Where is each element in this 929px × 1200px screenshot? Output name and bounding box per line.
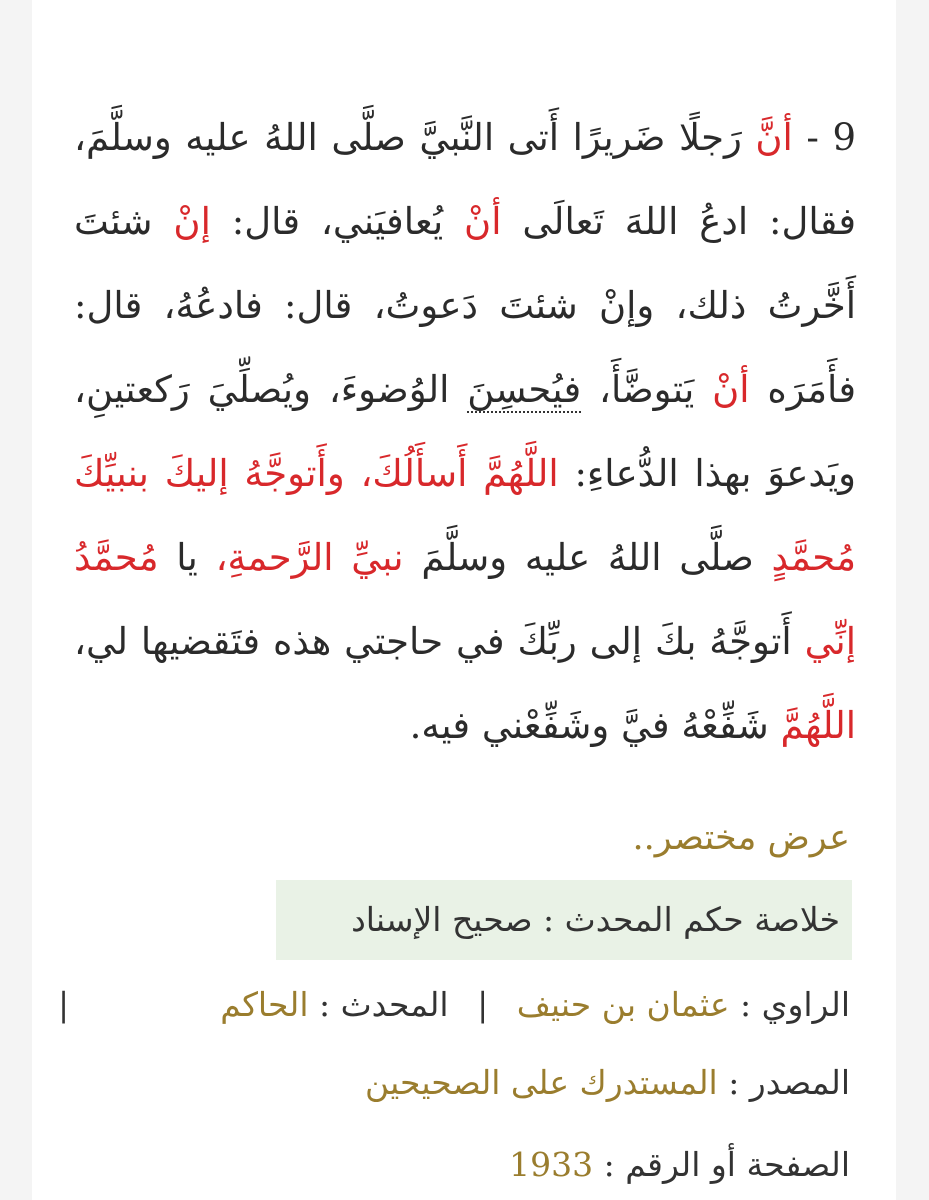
hadith-text-segment: أَتوجَّهُ بكَ إلى ربِّكَ في حاجتي هذه فتَقضيها لي، [74, 620, 805, 663]
hadith-text-segment: يَتوضَّأَ، [581, 368, 713, 411]
highlighted-text: اللَّهُمَّ [780, 704, 856, 747]
source-value[interactable]: المستدرك على الصحيحين [364, 1063, 718, 1102]
narrator-row [58, 985, 850, 1024]
highlighted-text: اللَّهُمَّ أَسأَلُكَ، وأَتوجَّهُ إليكَ بنبيِّكَ مُحمَّدٍ [74, 452, 857, 579]
hadith-text-segment: يا [158, 536, 216, 579]
ruling-label: خلاصة حكم المحدث : [543, 900, 840, 939]
muhaddith-value[interactable]: الحاكم [220, 985, 309, 1024]
hadith-text-segment: الوُضوءَ، ويُصلِّيَ رَكعتينِ، ويَدعوَ بهذا الدُّعاءِ: [74, 368, 857, 495]
hadith-text-segment: رَجلًا ضَريرًا أَتى النَّبيَّ صلَّى اللهُ عليه وسلَّمَ، فقال: ادعُ اللهَ تَعالَى [74, 116, 857, 243]
separator: | [477, 985, 489, 1024]
glossary-term[interactable]: فيُحسِنَ [467, 368, 582, 411]
highlighted-text: مُحمَّدُ إنِّي [74, 536, 856, 663]
hadith-body [74, 116, 856, 747]
source-row [58, 1063, 850, 1102]
highlighted-text: إنْ [173, 200, 211, 243]
highlighted-text: أنْ [712, 368, 750, 411]
narrator-label: الراوي : [740, 985, 850, 1024]
highlighted-text: نبيِّ الرَّحمةِ، [215, 536, 404, 579]
ruling-box [276, 880, 852, 960]
hadith-dash: - [806, 116, 819, 159]
page-number-label: الصفحة أو الرقم : [603, 1145, 850, 1184]
separator-end: | [58, 985, 70, 1024]
ruling-value: صحيح الإسناد [351, 900, 533, 939]
hadith-text-segment: شئتَ أَخَّرتُ ذلك، وإنْ شئتَ دَعوتُ، قال: فادعُهُ، قال: فأَمَرَه [74, 200, 857, 411]
highlighted-text: أنْ [464, 200, 502, 243]
narrator-value[interactable]: عثمان بن حنيف [516, 985, 730, 1024]
muhaddith-label: المحدث : [319, 985, 449, 1024]
hadith-text-segment: شَفِّعْهُ فيَّ وشَفِّعْني فيه. [409, 704, 781, 747]
hadith-text-segment: يُعافيَني، قال: [210, 200, 465, 243]
hadith-text [74, 96, 856, 768]
hadith-text-segment: صلَّى اللهُ عليه وسلَّمَ [403, 536, 772, 579]
highlighted-text: أنَّ [755, 116, 793, 159]
summary-link[interactable]: عرض مختصر.. [632, 818, 850, 858]
hadith-number: 9 [832, 116, 857, 159]
source-label: المصدر : [728, 1063, 850, 1102]
hadith-card [32, 0, 896, 1200]
page-number-row [58, 1145, 850, 1184]
page-number-value: 1933 [509, 1145, 594, 1184]
